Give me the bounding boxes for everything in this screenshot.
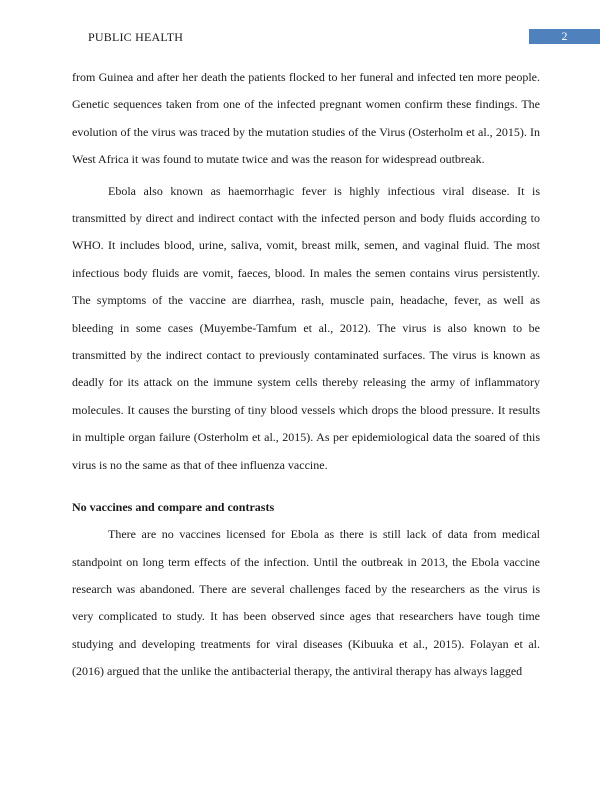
paragraph-no-vaccines: There are no vaccines licensed for Ebola as there is still lack of data from medical standpoint on long term effects of the infection. Until the outbreak in 2013, the Ebola vaccine research was abandoned. There are several challenges faced by the researchers as the virus is very complicated to study. It has been observed since ages that researchers have tough time studying and developing treatments for viral diseases (Kibuuka et al., 2015). Folayan et al. (2016) argued that the unlike the antibacterial therapy, the antiviral therapy has always lagged	[72, 527, 540, 679]
paragraph-continuation: from Guinea and after her death the patients flocked to her funeral and infected ten more people. Genetic sequences taken from one of the infected pregnant women confirm these findings. The evolution of the virus was traced by the mutation studies of the Virus (Osterholm et al., 2015). In West Africa it was found to mutate twice and was the reason for widespread outbreak.	[72, 70, 540, 167]
running-head: PUBLIC HEALTH	[88, 30, 184, 44]
page-header	[0, 29, 612, 45]
paragraph-ebola-transmission: Ebola also known as haemorrhagic fever is highly infectious viral disease. It is transmitted by direct and indirect contact with the infected person and body fluids according to WHO. It includes blood, urine, saliva, vomit, breast milk, semen, and vaginal fluid. The most infectious body fluids are vomit, faeces, blood. In males the semen contains virus persistently. The symptoms of the vaccine are diarrhea, rash, muscle pain, headache, fever, as well as bleeding in some cases (Muyembe-Tamfum et al., 2012). The virus is also known to be transmitted by the indirect contact to previously contaminated surfaces. The virus is known as deadly for its attack on the immune system cells thereby releasing the army of inflammatory molecules. It causes the bursting of tiny blood vessels which drops the blood pressure. It results in multiple organ failure (Osterholm et al., 2015). As per epidemiological data the soared of this virus is no the same as that of thee influenza vaccine.	[72, 183, 540, 472]
section-heading: No vaccines and compare and contrasts	[72, 500, 275, 515]
page-number: 2	[529, 29, 600, 44]
document-body	[72, 64, 540, 686]
